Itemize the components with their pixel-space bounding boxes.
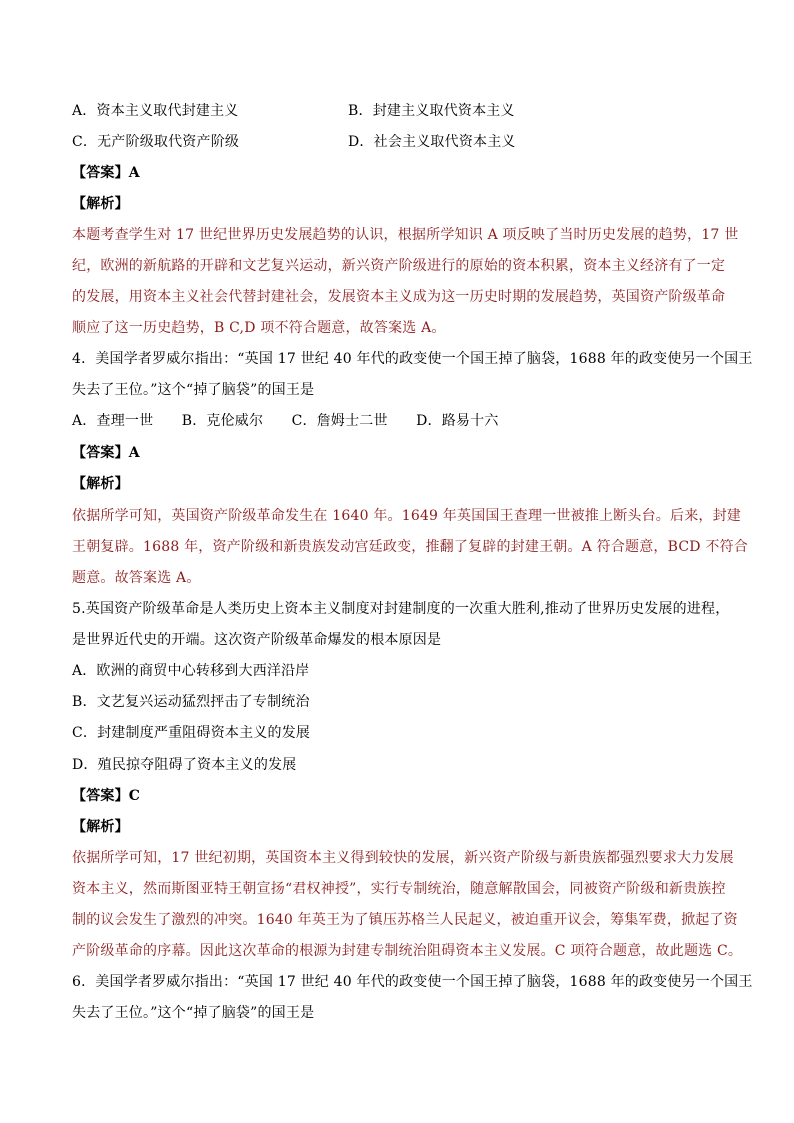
q5-answer: 【答案】C xyxy=(72,788,141,804)
q5-stem-line: 5.英国资产阶级革命是人类历史上资本主义制度对封建制度的一次重大胜利,推动了世界历史发展的进程， xyxy=(72,601,730,617)
q4-analysis-label: 【解析】 xyxy=(72,476,129,492)
q4-analysis-line: 王朝复辟。1688 年，资产阶级和新贵族发动宫廷政变，推翻了复辟的封建王朝。A 符合题意，BCD 不符合 xyxy=(72,539,748,555)
q4-stem-line: 4．美国学者罗威尔指出：“英国 17 世纪 40 年代的政变使一个国王掉了脑袋，1688 年的政变使另一个国王 xyxy=(72,351,753,367)
q4-options: A．查理一世 B．克伦威尔 C．詹姆士二世 D．路易十六 xyxy=(72,413,499,429)
q5-analysis-line: 产阶级革命的序幕。因此这次革命的根源为封建专制统治阻碍资本主义发展。C 项符合题意，故此题选 C。 xyxy=(72,943,743,959)
q6-stem-line: 6．美国学者罗威尔指出：“英国 17 世纪 40 年代的政变使一个国王掉了脑袋，1688 年的政变使另一个国王 xyxy=(72,974,753,990)
q3-analysis-line: 顺应了这一历史趋势，B C,D 项不符合题意，故答案选 A。 xyxy=(72,320,446,336)
q4-stem-line: 失去了王位。”这个“掉了脑袋”的国王是 xyxy=(72,382,315,398)
q5-option-c: C．封建制度严重阻碍资本主义的发展 xyxy=(72,725,311,741)
q5-analysis-label: 【解析】 xyxy=(72,819,129,835)
q3-option-b: B．封建主义取代资本主义 xyxy=(348,103,515,119)
q3-analysis-line: 纪，欧洲的新航路的开辟和文艺复兴运动，新兴资产阶级进行的原始的资本积累，资本主义经济有了一定 xyxy=(72,258,726,274)
q3-analysis-line: 的发展，用资本主义社会代替封建社会，发展资本主义成为这一历史时期的发展趋势，英国资产阶级革命 xyxy=(72,289,726,305)
q5-analysis-line: 资本主义，然而斯图亚特王朝宣扬“君权神授”，实行专制统治，随意解散国会，同被资产阶级和新贵族控 xyxy=(72,881,726,897)
q4-analysis-line: 依据所学可知，英国资产阶级革命发生在 1640 年。1649 年英国国王查理一世被推上断头台。后来，封建 xyxy=(72,508,742,524)
q5-option-b: B．文艺复兴运动猛烈抨击了专制统治 xyxy=(72,694,310,710)
q5-option-a: A．欧洲的商贸中心转移到大西洋沿岸 xyxy=(72,663,310,679)
q6-stem-line: 失去了王位。”这个“掉了脑袋”的国王是 xyxy=(72,1005,315,1021)
q4-answer: 【答案】A xyxy=(72,445,140,461)
q5-stem-line: 是世界近代史的开端。这次资产阶级革命爆发的根本原因是 xyxy=(72,632,442,648)
q3-analysis-label: 【解析】 xyxy=(72,196,129,212)
q5-option-d: D．殖民掠夺阻碍了资本主义的发展 xyxy=(72,757,297,773)
q3-answer: 【答案】A xyxy=(72,165,140,181)
q3-option-d: D．社会主义取代资本主义 xyxy=(348,134,516,150)
q3-analysis-line: 本题考查学生对 17 世纪世界历史发展趋势的认识，根据所学知识 A 项反映了当时历史发展的趋势，17 世 xyxy=(72,227,739,243)
q4-analysis-line: 题意。故答案选 A。 xyxy=(72,570,201,586)
q5-analysis-line: 依据所学可知，17 世纪初期，英国资本主义得到较快的发展，新兴资产阶级与新贵族都强烈要求大力发展 xyxy=(72,850,734,866)
q3-option-a: A．资本主义取代封建主义 xyxy=(72,103,239,119)
q3-option-c: C．无产阶级取代资产阶级 xyxy=(72,134,240,150)
q5-analysis-line: 制的议会发生了激烈的冲突。1640 年英王为了镇压苏格兰人民起义，被迫重开议会，筹集军费，掀起了资 xyxy=(72,912,738,928)
